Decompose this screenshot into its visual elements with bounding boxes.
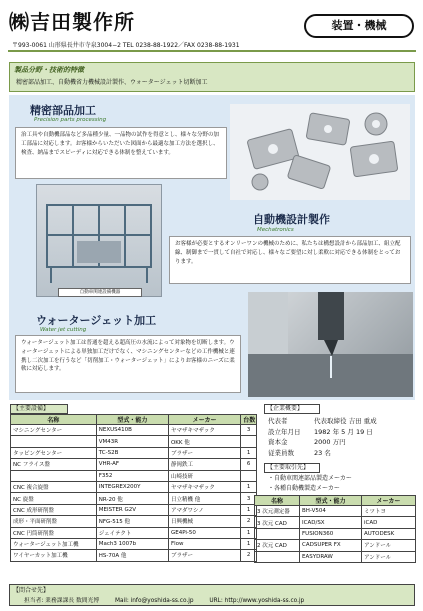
category-badge: 装置・機械 bbox=[304, 14, 414, 38]
overview-list bbox=[268, 416, 377, 458]
contact-row bbox=[24, 595, 318, 604]
equipment-cell: ワイヤーカット加工機 bbox=[11, 550, 97, 561]
cad-row bbox=[255, 528, 416, 539]
equipment-label: 【主要設備】 bbox=[10, 404, 68, 414]
company-name: ㈱吉田製作所 bbox=[9, 10, 135, 34]
overview-key: 代表者 bbox=[268, 417, 288, 425]
precision-parts-photo bbox=[230, 104, 410, 200]
equipment-cell bbox=[11, 436, 97, 447]
cad-cell: 3 次元 CAD bbox=[255, 517, 300, 528]
equipment-cell: 1 bbox=[241, 538, 257, 549]
equipment-cell: MEISTER G2V bbox=[96, 504, 168, 515]
equipment-cell: ブラザー bbox=[168, 550, 240, 561]
cad-col-model: 型式・能力 bbox=[300, 496, 362, 506]
equipment-cell: ジェイテクト bbox=[96, 527, 168, 538]
equipment-row bbox=[11, 436, 257, 447]
precision-subtitle: Precision parts processing bbox=[34, 117, 107, 123]
equipment-header-row bbox=[11, 415, 257, 425]
waterjet-photo bbox=[248, 292, 413, 397]
equipment-cell bbox=[241, 470, 257, 481]
equipment-cell: F352 bbox=[96, 470, 168, 481]
clients-list bbox=[268, 474, 352, 494]
contact-mail-link[interactable]: Mail: info@yoshida-ss.co.jp bbox=[115, 598, 194, 604]
equipment-cell: CNC 円筒研削盤 bbox=[11, 527, 97, 538]
cad-cell: FUSION360 bbox=[300, 528, 362, 539]
cad-cell: 2 次元 CAD bbox=[255, 540, 300, 551]
overview-label: 【企業概要】 bbox=[264, 404, 320, 414]
equipment-cell: NC フライス盤 bbox=[11, 459, 97, 470]
cad-table-body bbox=[255, 506, 416, 563]
overview-value: 2000 万円 bbox=[314, 438, 346, 446]
equipment-cell: NC 旋盤 bbox=[11, 493, 97, 504]
equipment-row bbox=[11, 527, 257, 538]
cad-cell: アンドール bbox=[362, 551, 416, 562]
equipment-row bbox=[11, 470, 257, 481]
equipment-cell: 山崎技研 bbox=[168, 470, 240, 481]
cad-row bbox=[255, 551, 416, 562]
factory-photo-caption: 自動車関連設備機器 bbox=[58, 288, 142, 297]
cad-table bbox=[254, 495, 416, 563]
equipment-cell: マシニングセンター bbox=[11, 425, 97, 436]
waterjet-subtitle: Water jet cutting bbox=[40, 327, 87, 333]
address-line: 〒993-0061 山形県長井市寺泉3004−2 TEL 0238-88-1922／FAX 0238-88-1931 bbox=[12, 42, 240, 49]
equipment-cell: 2 bbox=[241, 516, 257, 527]
header-divider bbox=[8, 50, 416, 52]
waterjet-description: ウォータージェット加工は普通を超える超高圧の水流によって対象物を切断します。ウォータージェットによる単独加工だけでなく、マシニングセンターなどの工作機械と連携し二次加工を行うなど「切削加工・ウォータージェット」によりお客様のニーズに柔軟に対応します。 bbox=[15, 335, 241, 393]
overview-key: 設立年月日 bbox=[268, 427, 301, 436]
equipment-row bbox=[11, 493, 257, 504]
equipment-cell: NR-20 他 bbox=[96, 493, 168, 504]
equipment-col-model: 型式・能力 bbox=[96, 415, 168, 425]
equipment-cell: ヤマザキマザック bbox=[168, 481, 240, 492]
equipment-cell: INTEGREX200Y bbox=[96, 481, 168, 492]
equipment-cell: 成形・平面研削盤 bbox=[11, 516, 97, 527]
cad-cell: EASYDRAW bbox=[300, 551, 362, 562]
business-field-title: 製品分野・技術的特徴 bbox=[14, 66, 84, 74]
cad-cell: iCAD bbox=[362, 517, 416, 528]
precision-description: 治工具や自動機部品など多品種少量、一品物の試作を得意とし、様々な分野の加工部品に対応します。お客様からいただいた図面から最適な加工方法を選択し、検査、納品までスピーディに対応できる体制を整えています。 bbox=[15, 127, 227, 179]
equipment-cell: Flow bbox=[168, 538, 240, 549]
equipment-col-count: 台数 bbox=[241, 415, 257, 425]
equipment-row bbox=[11, 481, 257, 492]
equipment-col-name: 名称 bbox=[11, 415, 97, 425]
equipment-cell: CNC 成形研削盤 bbox=[11, 504, 97, 515]
equipment-cell: 1 bbox=[241, 481, 257, 492]
equipment-cell: VM43R bbox=[96, 436, 168, 447]
cad-cell bbox=[255, 528, 300, 539]
client-item: ・各種自動機製造メーカー bbox=[268, 485, 340, 492]
contact-url-link[interactable]: URL: http://www.yoshida-ss.co.jp bbox=[209, 598, 305, 604]
factory-equipment-photo bbox=[36, 184, 162, 297]
equipment-cell: 1 bbox=[241, 447, 257, 458]
cad-row bbox=[255, 506, 416, 517]
overview-item bbox=[268, 437, 377, 448]
equipment-cell: 日立精機 他 bbox=[168, 493, 240, 504]
equipment-cell: NFG-515 他 bbox=[96, 516, 168, 527]
equipment-cell: 1 bbox=[241, 504, 257, 515]
cad-row bbox=[255, 517, 416, 528]
equipment-cell: CNC 複合旋盤 bbox=[11, 481, 97, 492]
equipment-row bbox=[11, 538, 257, 549]
equipment-table-body bbox=[11, 425, 257, 562]
mechatronics-description: お客様が必要とするオンリーワンの機械のために、私たちは構想設計から部品加工、組立配線、制御まで一貫して自社で対応し、様々なご要望に対し柔軟に対応できる体制をとっております。 bbox=[169, 236, 411, 284]
overview-value: 23 名 bbox=[314, 448, 331, 457]
equipment-cell: タッピングセンター bbox=[11, 447, 97, 458]
cad-header-row bbox=[255, 496, 416, 506]
cad-cell: BH-V504 bbox=[300, 506, 362, 517]
overview-value: 代表取締役 吉田 重成 bbox=[314, 417, 377, 425]
overview-item bbox=[268, 427, 377, 438]
equipment-col-maker: メーカー bbox=[168, 415, 240, 425]
business-field-text: 精密部品加工、自動機省力機械設計製作、ウォータージェット切断加工 bbox=[16, 79, 208, 86]
equipment-cell: 3 bbox=[241, 493, 257, 504]
cad-cell: AUTODESK bbox=[362, 528, 416, 539]
equipment-row bbox=[11, 447, 257, 458]
equipment-cell: OKK 他 bbox=[168, 436, 240, 447]
equipment-cell bbox=[241, 436, 257, 447]
equipment-table bbox=[10, 414, 257, 562]
equipment-row bbox=[11, 425, 257, 436]
equipment-cell: 1 bbox=[241, 527, 257, 538]
cad-cell: CADSUPER FX bbox=[300, 540, 362, 551]
equipment-cell: NEXUS410B bbox=[96, 425, 168, 436]
equipment-cell: 6 bbox=[241, 459, 257, 470]
overview-item bbox=[268, 416, 377, 427]
client-item: ・自動車関連部品製造メーカー bbox=[268, 475, 352, 482]
equipment-row bbox=[11, 459, 257, 470]
overview-value: 1982 年 5 月 19 日 bbox=[314, 427, 373, 436]
precision-title: 精密部品加工 bbox=[30, 104, 96, 117]
equipment-row bbox=[11, 504, 257, 515]
equipment-cell: GE4Pi-50 bbox=[168, 527, 240, 538]
cad-row bbox=[255, 540, 416, 551]
mechatronics-title: 自動機設計製作 bbox=[253, 213, 330, 226]
overview-key: 従業員数 bbox=[268, 448, 294, 457]
equipment-cell bbox=[11, 470, 97, 481]
overview-key: 資本金 bbox=[268, 438, 288, 446]
equipment-cell: TC-S2B bbox=[96, 447, 168, 458]
equipment-cell: ブラザー bbox=[168, 447, 240, 458]
equipment-cell: 静岡鉄工 bbox=[168, 459, 240, 470]
equipment-cell: ヤマザキマザック bbox=[168, 425, 240, 436]
mechatronics-subtitle: Mechatronics bbox=[257, 227, 294, 233]
cad-col-name: 名称 bbox=[255, 496, 300, 506]
cad-col-maker: メーカー bbox=[362, 496, 416, 506]
contact-person: 担当者: 業務課課長 数間光博 bbox=[24, 598, 100, 604]
equipment-row bbox=[11, 550, 257, 561]
equipment-cell: VHR-AF bbox=[96, 459, 168, 470]
cad-cell bbox=[255, 551, 300, 562]
cad-cell: 3 次元測定器 bbox=[255, 506, 300, 517]
cad-cell: ミツトヨ bbox=[362, 506, 416, 517]
equipment-cell: アマダワシノ bbox=[168, 504, 240, 515]
overview-item bbox=[268, 448, 377, 459]
equipment-cell: 日興機械 bbox=[168, 516, 240, 527]
waterjet-title: ウォータージェット加工 bbox=[36, 314, 157, 327]
equipment-cell: 2 bbox=[241, 550, 257, 561]
cad-cell: ICAD/SX bbox=[300, 517, 362, 528]
contact-label: 【問合せ先】 bbox=[13, 587, 50, 594]
clients-label: 【主要取引先】 bbox=[264, 463, 320, 473]
equipment-cell: Mach3 1007b bbox=[96, 538, 168, 549]
equipment-row bbox=[11, 516, 257, 527]
equipment-cell: ウォータージェット加工機 bbox=[11, 538, 97, 549]
equipment-cell: 3 bbox=[241, 425, 257, 436]
cad-cell: アンドール bbox=[362, 540, 416, 551]
equipment-cell: HS-70A 他 bbox=[96, 550, 168, 561]
